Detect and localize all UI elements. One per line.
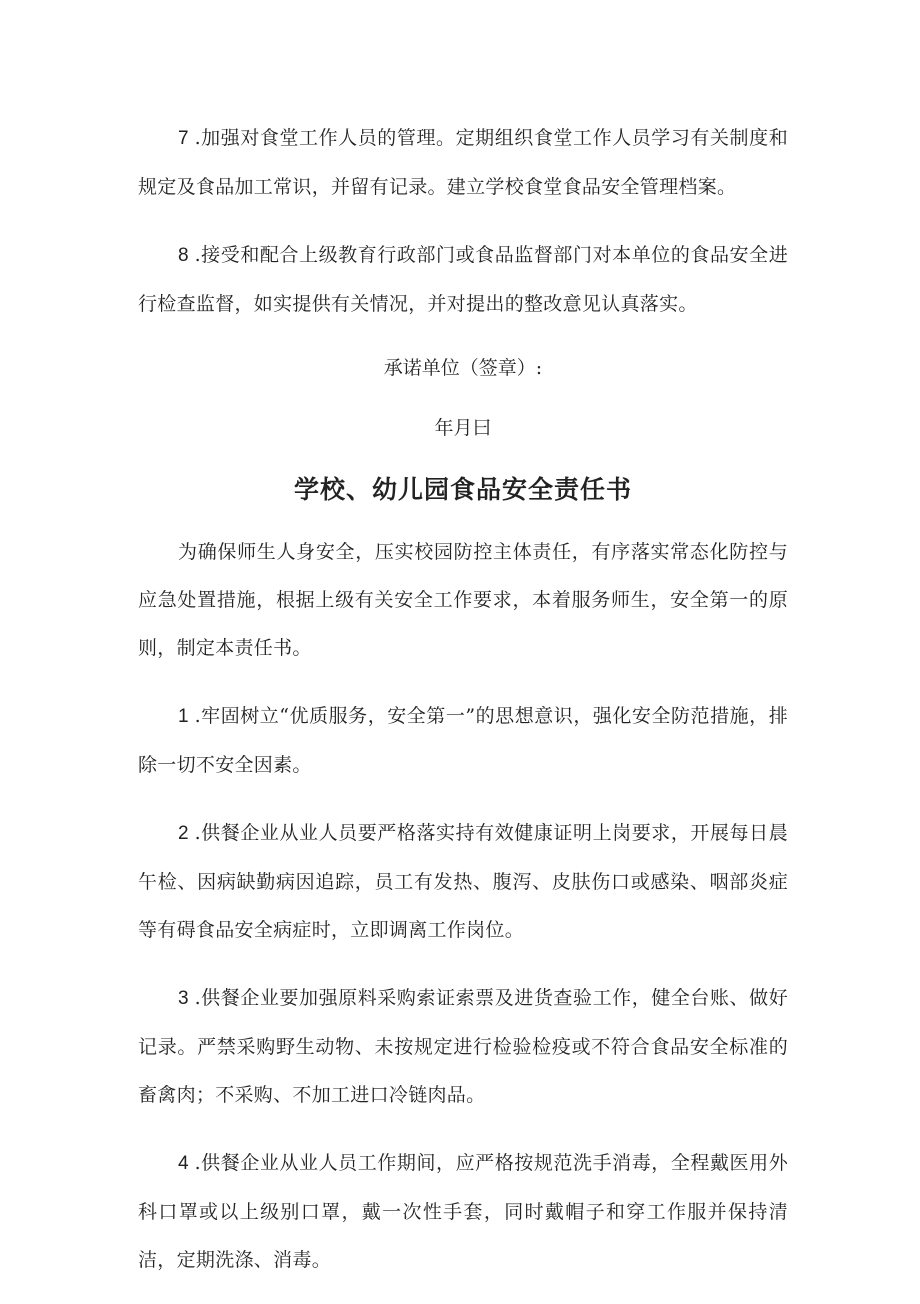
clause-text: .加强对食堂工作人员的管理。定期组织食堂工作人员学习有关制度和规定及食品加工常识，并留有记录。建立学校食堂食品安全管理档案。 bbox=[138, 127, 788, 198]
item-1 bbox=[138, 692, 788, 789]
item-number: 4 bbox=[178, 1153, 195, 1174]
document-body bbox=[138, 114, 788, 1304]
item-number: 2 bbox=[178, 823, 195, 844]
item-text: .供餐企业从业人员要严格落实持有效健康证明上岗要求，开展每日晨午检、因病缺勤病因追踪，员工有发热、腹泻、皮肤伤口或感染、咽部炎症等有碍食品安全病症时，立即调离工作岗位。 bbox=[138, 822, 788, 941]
clause-text: .接受和配合上级教育行政部门或食品监督部门对本单位的食品安全进行检查监督，如实提供有关情况，并对提出的整改意见认真落实。 bbox=[138, 244, 788, 315]
clause-7 bbox=[138, 114, 788, 211]
item-2 bbox=[138, 809, 788, 954]
item-4 bbox=[138, 1139, 788, 1284]
item-text: .牢固树立“优质服务，安全第一”的思想意识，强化安全防范措施，排除一切不安全因素。 bbox=[138, 705, 788, 776]
item-number: 3 bbox=[178, 988, 195, 1009]
item-number: 1 bbox=[178, 706, 195, 727]
document-title: 学校、幼儿园食品安全责任书 bbox=[293, 475, 632, 504]
clause-8 bbox=[138, 231, 788, 328]
item-3 bbox=[138, 974, 788, 1119]
date-line: 年月曰 bbox=[434, 417, 492, 439]
intro-paragraph: 为确保师生人身安全，压实校园防控主体责任，有序落实常态化防控与应急处置措施，根据上级有关安全工作要求，本着服务师生，安全第一的原则，制定本责任书。 bbox=[138, 541, 788, 659]
clause-number: 8 bbox=[178, 245, 195, 266]
signature-line: 承诺单位（签章）: bbox=[383, 357, 543, 379]
clause-number: 7 bbox=[178, 128, 195, 149]
item-text: .供餐企业要加强原料采购索证索票及进货查验工作，健全台账、做好记录。严禁采购野生动物、未按规定进行检验检疫或不符合食品安全标准的畜禽肉；不采购、不加工进口冷链肉品。 bbox=[138, 987, 788, 1106]
item-text: .供餐企业从业人员工作期间，应严格按规范洗手消毒，全程戴医用外科口罩或以上级别口罩，戴一次性手套，同时戴帽子和穿工作服并保持清洁，定期洗涤、消毒。 bbox=[138, 1152, 788, 1271]
